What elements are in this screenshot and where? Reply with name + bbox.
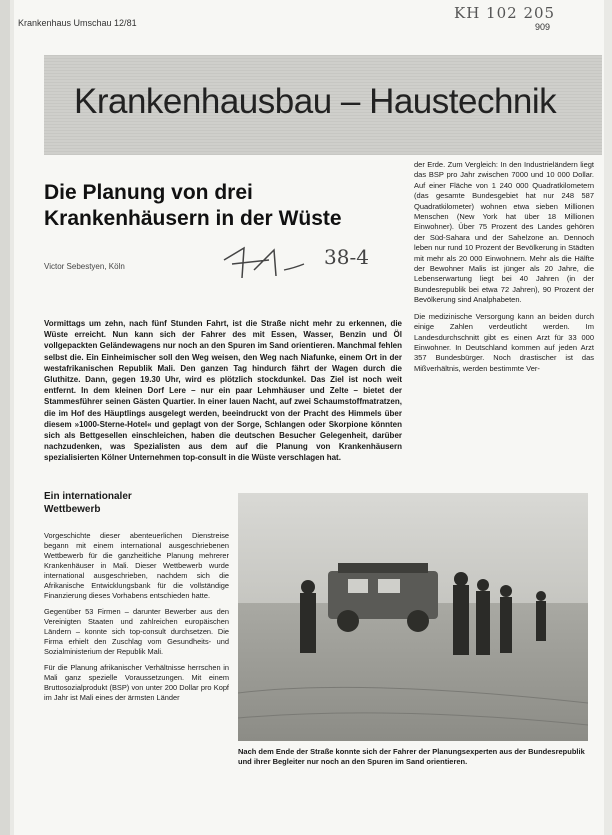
- scan-margin: [0, 0, 10, 835]
- article-headline: [44, 180, 404, 232]
- headline-line-2: Krankenhäusern in der Wüste: [44, 207, 342, 230]
- running-title: Krankenhaus Umschau 12/81: [18, 18, 137, 28]
- handwritten-signature: [214, 230, 404, 290]
- subhead-line-1: Ein internationaler: [44, 491, 132, 502]
- body-paragraph-2: Gegenüber 53 Firmen – darunter Bewerber aus den Vereinigten Staaten und zahlreichen europäischen Ländern – konnte sich top-consult durchsetzen. Die Firma erhielt den Zuschlag vom Gesundheits- und Sozialministerium der Republik Mali.: [44, 607, 229, 656]
- page-number: 909: [535, 22, 551, 32]
- handwritten-mark: 38-4: [324, 245, 369, 269]
- subhead-line-2: Wettbewerb: [44, 504, 101, 515]
- magazine-page: [14, 0, 604, 835]
- right-column: [414, 160, 594, 380]
- article-lead: Vormittags um zehn, nach fünf Stunden Fahrt, ist die Straße nicht mehr zu erkennen, die Wüste erreicht. Nun kann sich der Fahrer des mit Essen, Wasser, Benzin und Öl vollgepackten Geländewagens nur noch an den Spuren im Sand orientieren. Manchmal fehlen selbst die. Ein Einheimischer soll den Weg weisen, den Weg nach Niafunke, einem Ort in der westafrikanischen Republik Mali. Den ganzen Tag hindurch fährt der Wagen durch die Gluthitze. Dann, gegen 19.30 Uhr, wird es plötzlich stockdunkel. Das Ziel ist noch weit entfernt. In dem kleinen Dorf Lere – nur ein paar Lehmhäuser und Zelte – bietet der Stammesführer seinen Gästen Quartier. In einer lauen Nacht, auf zwei Schaumstoffmatratzen, die im Hof des Häuptlings ausgelegt werden, beeindruckt von der Pracht des Himmels über diesem »1000-Sterne-Hotel« und geplagt von der Sorge, Schlangen oder Skorpione könnten sich als Bettgesellen einschleichen, haben die deutschen Besucher Gelegenheit, darüber nachzudenken, was Spezialisten aus dem auf die Planung von Krankenhäusern spezialisierten Kölner Unternehmen top-consult in die Wüste verschlagen hat.: [44, 319, 402, 463]
- right-column-paragraph-1: der Erde. Zum Vergleich: In den Industrieländern liegt das BSP pro Jahr zwischen 7000 und 10 000 Dollar. Auf einer Fläche von 1 240 000 Quadratkilometern (das gesamte Bundesgebiet hat nur 248 587 Quadratkilometer) wohnen etwa sieben Millionen Menschen (New York hat über 18 Millionen Einwohner). Über 75 Prozent des Landes gehören der Süd-Sahara und der Sahelzone an. Dennoch leben nur rund 10 Prozent der Bevölkerung in Städten mit mehr als 20 000 Einwohnern. Mehr als die Hälfte der Bewohner Malis ist jünger als 20 Jahre, die Lebenserwartung liegt bei 40 Jahren (in der Bundesrepublik bei etwa 72 Jahren), 90 Prozent der Bevölkerung sind Analphabeten.: [414, 160, 594, 305]
- body-paragraph-3: Für die Planung afrikanischer Verhältnisse herrschen in Mali ganz spezielle Voraussetzungen. Mit einem Bruttosozialprodukt (BSP) von unter 200 Dollar pro Kopf im Jahr ist Mali eines der ärmsten Länder: [44, 663, 229, 702]
- headline-line-1: Die Planung von drei: [44, 181, 253, 204]
- article-author: Victor Sebestyen, Köln: [44, 262, 125, 271]
- handwritten-annotation: KH 102 205: [454, 4, 556, 22]
- person-center: [453, 585, 469, 655]
- desert-photo: [238, 493, 588, 741]
- person-left: [300, 593, 316, 653]
- body-paragraph-1: Vorgeschichte dieser abenteuerlichen Dienstreise begann mit einem international ausgeschriebenen Wettbewerb für die ganzheitliche Planung mehrerer Krankenhäuser in Mali. Dieser Wettbewerb wurde international ausgeschrieben, nachdem sich die Afrikanische Entwicklungsbank für die vollständige Finanzierung dieses Vorhabens entschieden hatte.: [44, 531, 229, 600]
- right-column-paragraph-2: Die medizinische Versorgung kann an beiden durch einige Zahlen verdeutlicht werden. Im Landesdurchschnitt gibt es einen Arzt für 33 000 Einwohner. In Deutschland kommen auf jeden Arzt 357 Bundesbürger. Noch drastischer ist das Mißverhältnis, werden bestimmte Ver-: [414, 311, 594, 373]
- photo-caption: Nach dem Ende der Straße konnte sich der Fahrer der Planungsexperten aus der Bundesrepublik und ihrer Begleiter nur noch an den Spuren im Sand orientieren.: [238, 747, 585, 766]
- photo-illustration: [238, 493, 588, 741]
- section-subhead: [44, 490, 204, 516]
- section-title: Krankenhausbau – Haustechnik: [74, 82, 557, 121]
- left-column-body: [44, 531, 229, 709]
